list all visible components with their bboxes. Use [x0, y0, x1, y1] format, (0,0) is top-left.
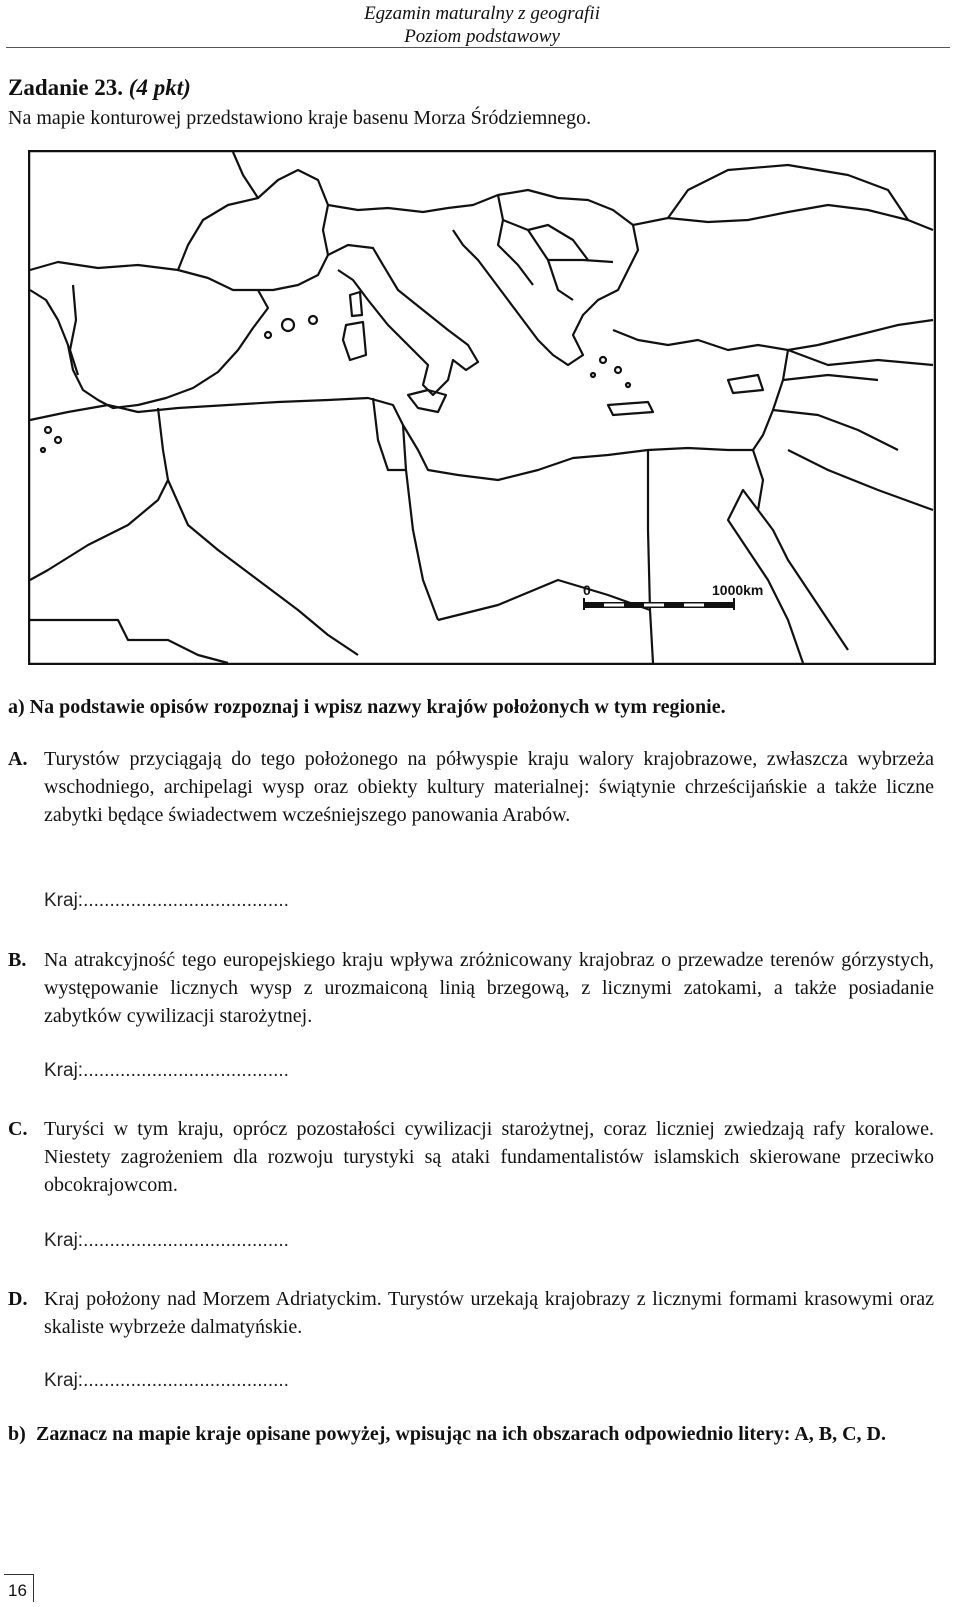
item-b — [8, 946, 934, 1030]
header-rule — [6, 47, 950, 48]
mediterranean-outline-map — [28, 150, 936, 665]
item-d-text: Kraj położony nad Morzem Adriatyckim. Turystów urzekają krajobrazy z licznymi formami krasowymi oraz skaliste wybrzeże dalmatyńskie. — [44, 1288, 934, 1338]
task-intro: Na mapie konturowej przedstawiono kraje basenu Morza Śródziemnego. — [8, 107, 592, 129]
task-title — [8, 75, 191, 101]
item-d-letter: D. — [8, 1288, 28, 1310]
exam-title: Egzamin maturalny z geografii — [364, 3, 600, 24]
item-a — [8, 745, 934, 829]
item-c-letter: C. — [8, 1118, 28, 1140]
item-c — [8, 1115, 934, 1199]
part-b-text: Zaznacz na mapie kraje opisane powyżej, wpisując na ich obszarach odpowiednio litery: A, B, C, D. — [36, 1423, 886, 1445]
item-b-text: Na atrakcyjność tego europejskiego kraju wpływa zróżnicowany krajobraz o przewadze terenów górzystych, występowanie licznych wysp z urozmaiconą linią brzegową, z licznymi zatokami, a także posiadanie zabytków cywilizacji starożytnej. — [44, 949, 934, 1027]
scale-end-label: 1000km — [712, 582, 764, 598]
item-d — [8, 1285, 934, 1341]
page-number: 16 — [4, 1574, 34, 1602]
answer-a-field[interactable]: Kraj:....................................... — [44, 890, 289, 911]
part-b-letter: b) — [8, 1423, 26, 1445]
task-points: (4 pkt) — [128, 75, 191, 100]
item-a-text: Turystów przyciągają do tego położonego na półwyspie kraju walory krajobrazowe, zwłaszcza wybrzeża wschodniego, archipelagi wysp oraz obiekty kultury materialnej: świątynie chrześcijańskie a także liczne zabytki będące świadectwem wcześniejszego panowania Arabów. — [44, 748, 934, 826]
answer-b-field[interactable]: Kraj:....................................... — [44, 1060, 289, 1081]
item-b-letter: B. — [8, 949, 27, 971]
answer-c-field[interactable]: Kraj:....................................... — [44, 1230, 289, 1251]
page-header — [364, 2, 600, 48]
part-a-prompt: a) Na podstawie opisów rozpoznaj i wpisz nazwy krajów położonych w tym regionie. — [8, 696, 726, 718]
item-c-text: Turyści w tym kraju, oprócz pozostałości cywilizacji starożytnej, coraz liczniej zwiedzają rafy koralowe. Niestety zagrożeniem dla rozwoju turystyki są ataki fundamentalistów islamskich skierowane przeciwko obcokrajowcom. — [44, 1118, 934, 1196]
part-b-prompt — [8, 1420, 934, 1448]
scale-zero-label: 0 — [583, 582, 591, 598]
item-a-letter: A. — [8, 748, 28, 770]
answer-d-field[interactable]: Kraj:....................................... — [44, 1370, 289, 1391]
exam-level: Poziom podstawowy — [404, 26, 560, 47]
task-number: Zadanie 23. — [8, 75, 124, 100]
